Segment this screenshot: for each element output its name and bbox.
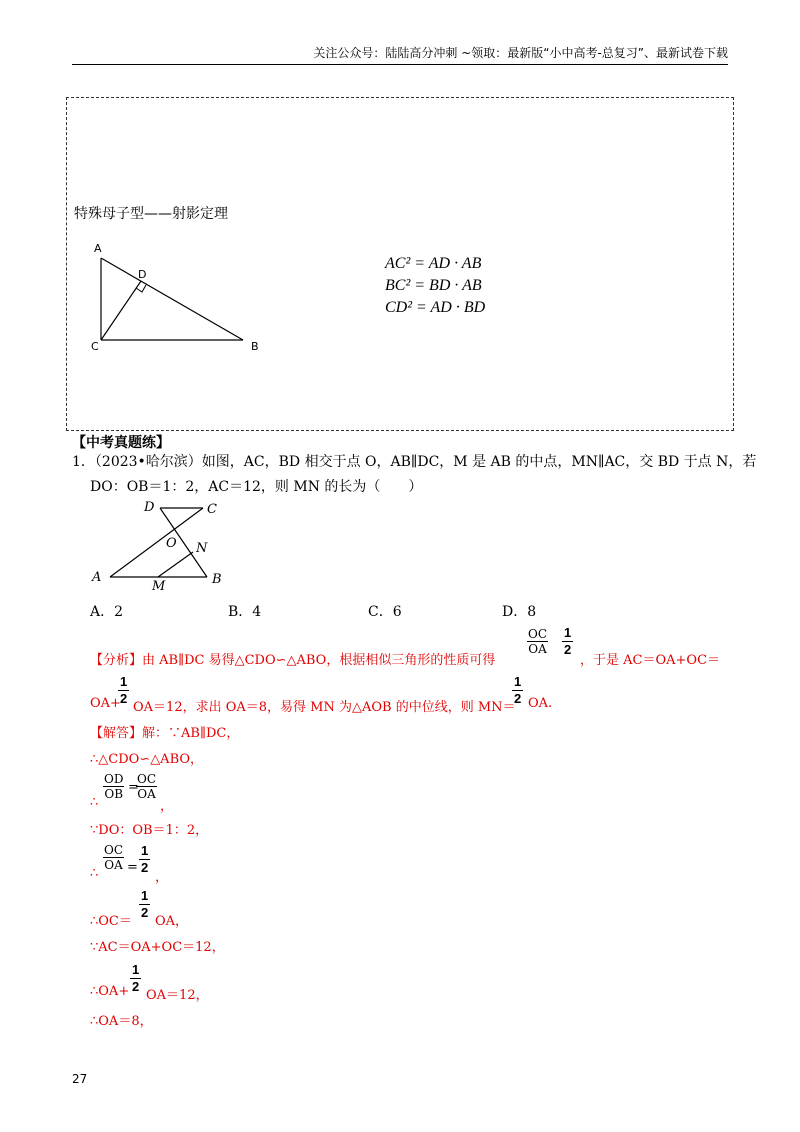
solution-step-6-suffix: OA， — [155, 914, 189, 929]
denominator: OA — [104, 858, 123, 872]
solution-step-9: ∴OA＝8， — [90, 1014, 153, 1029]
solution-step-5-suffix: ， — [155, 870, 169, 885]
analysis-line-2a: OA+ — [90, 696, 121, 711]
denominator: 2 — [141, 905, 149, 920]
numerator: 1 — [141, 888, 149, 903]
fraction-one-half — [562, 625, 573, 658]
solution-step-2: ∴△CDO∽△ABO， — [90, 752, 204, 767]
option-d: D．8 — [502, 604, 537, 620]
segment-mn — [158, 552, 193, 577]
page-header: 关注公众号：陆陆高分冲刺 ~领取：最新版“小中高考-总复习”、最新试卷下载 — [72, 44, 728, 65]
theory-title: 特殊母子型——射影定理 — [74, 206, 228, 222]
solution-step-3-suffix: ， — [160, 799, 174, 814]
formula-3: CD² = AD · BD — [385, 299, 486, 316]
label-a: A — [94, 242, 102, 255]
fraction-oc-oa — [527, 627, 548, 656]
denominator: 2 — [132, 979, 140, 994]
projection-theorem-figure — [80, 238, 280, 358]
option-b: B．4 — [228, 604, 262, 620]
fraction-one-half — [139, 888, 150, 921]
numerator: OC — [137, 772, 157, 786]
fraction-one-half — [130, 962, 141, 995]
fraction-oc-oa — [136, 772, 157, 801]
numerator: OC — [104, 843, 124, 857]
denominator: 2 — [564, 642, 572, 657]
denominator: OB — [104, 787, 124, 801]
solution-step-1: 【解答】解：∵AB∥DC， — [90, 726, 240, 741]
formula-2: BC² = BD · AB — [385, 277, 482, 294]
numerator: 1 — [132, 962, 140, 977]
fraction-one-half — [139, 843, 150, 876]
solution-step-5-prefix: ∴ — [90, 866, 99, 881]
fraction-oc-oa — [103, 843, 124, 872]
fig-label-c: C — [207, 502, 217, 517]
denominator: 2 — [141, 860, 149, 875]
question-line-2: DO：OB＝1：2，AC＝12，则 MN 的长为（ ） — [90, 479, 423, 495]
segment-ac — [110, 508, 203, 577]
equals-sign: = — [127, 860, 138, 875]
analysis-line-1a: 【分析】由 AB∥DC 易得△CDO∽△ABO，根据相似三角形的性质可得 — [90, 653, 496, 668]
label-d: D — [138, 268, 147, 281]
fraction-one-half — [512, 674, 523, 707]
solution-step-8-suffix: OA＝12， — [146, 988, 209, 1003]
label-c: C — [91, 340, 99, 353]
option-c: C．6 — [368, 604, 402, 620]
section-title: 【中考真题练】 — [72, 435, 170, 451]
label-b: B — [251, 340, 259, 353]
denominator: OA — [137, 787, 156, 801]
denominator: 2 — [120, 691, 128, 706]
fig-label-o: O — [166, 536, 177, 551]
analysis-line-2c: OA. — [528, 696, 553, 711]
formula-1: AC² = AD · AB — [385, 255, 482, 272]
fig-label-a: A — [92, 570, 102, 585]
fig-label-d: D — [144, 500, 155, 515]
fig-label-n: N — [196, 541, 208, 556]
solution-step-6-prefix: ∴OC＝ — [90, 914, 132, 929]
question-line-1: 1．（2023•哈尔滨）如图，AC，BD 相交于点 O，AB∥DC，M 是 AB 的中点，MN∥AC，交 BD 于点 N，若 — [72, 454, 757, 470]
solution-step-7: ∵AC＝OA+OC＝12， — [90, 940, 225, 955]
solution-step-8-prefix: ∴OA+ — [90, 984, 130, 999]
option-a: A．2 — [90, 604, 124, 620]
segment-ab — [101, 258, 243, 340]
fig-label-m: M — [152, 579, 166, 594]
analysis-line-1b: ，于是 AC＝OA+OC＝ — [580, 653, 721, 668]
denominator: 2 — [514, 691, 522, 706]
equals-sign: = — [128, 780, 139, 795]
page-number: 27 — [72, 1072, 88, 1086]
fraction-one-half — [118, 674, 129, 707]
fraction-od-ob — [103, 772, 124, 801]
numerator: OC — [528, 627, 548, 641]
fig-label-b: B — [212, 572, 222, 587]
solution-step-3-prefix: ∴ — [90, 795, 99, 810]
numerator: 1 — [120, 674, 128, 689]
numerator: 1 — [564, 625, 572, 640]
numerator: 1 — [514, 674, 522, 689]
numerator: OD — [104, 772, 124, 786]
numerator: 1 — [141, 843, 149, 858]
segment-cd — [101, 281, 141, 340]
solution-step-4: ∵DO：OB＝1：2， — [90, 823, 209, 838]
denominator: OA — [528, 642, 547, 656]
analysis-line-2b: OA＝12，求出 OA＝8，易得 MN 为△AOB 的中位线，则 MN＝ — [133, 700, 516, 715]
